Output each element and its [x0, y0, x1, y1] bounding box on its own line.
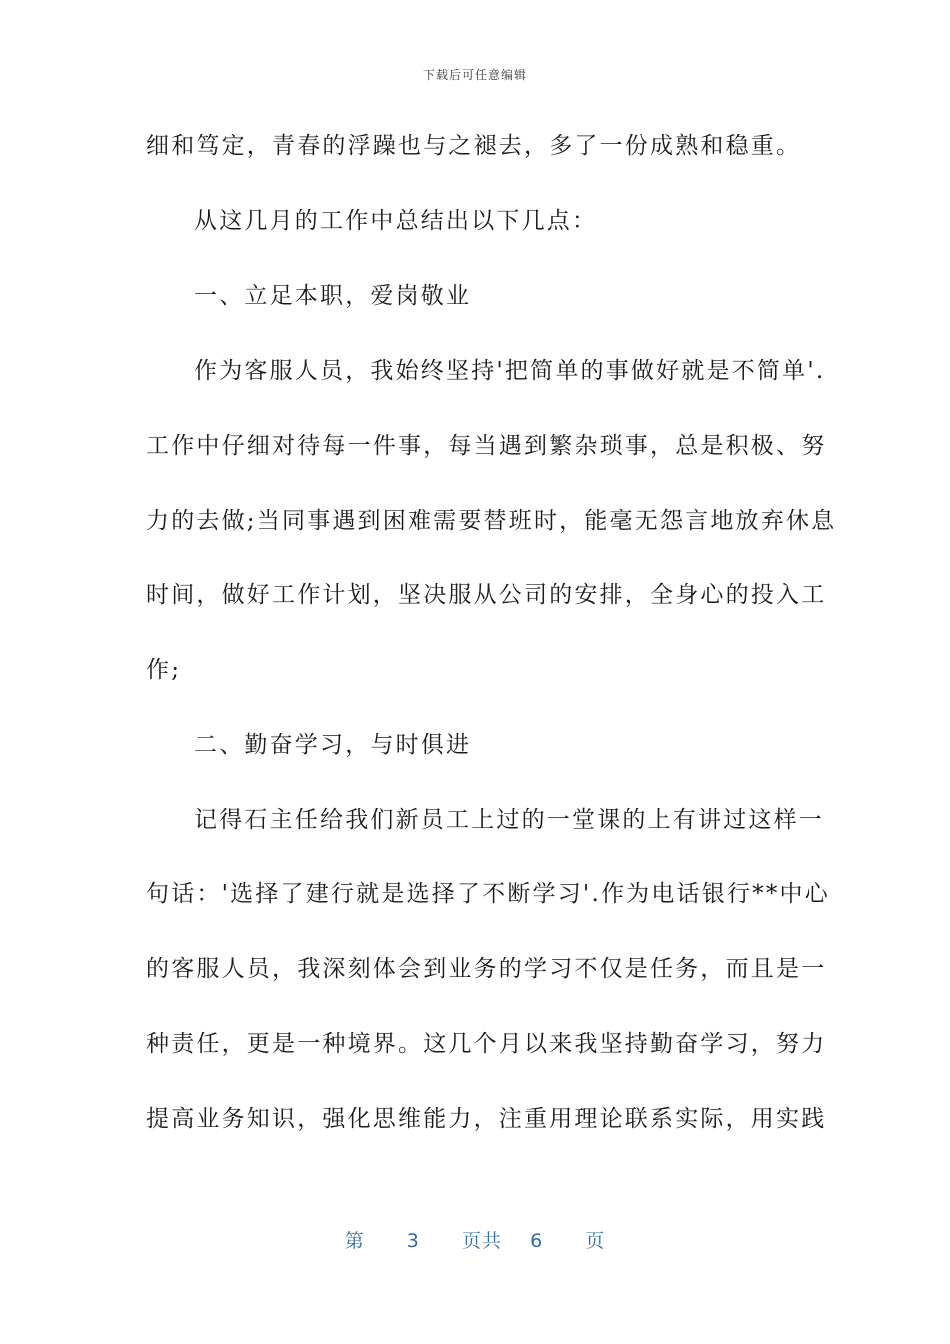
section-heading: 二、勤奋学习，与时俱进 — [194, 732, 472, 758]
text-line: 力的去做;当同事遇到困难需要替班时，能毫无怨言地放弃休息 — [146, 508, 837, 534]
text-line: 种责任，更是一种境界。这几个月以来我坚持勤奋学习，努力 — [146, 1031, 827, 1057]
text-line: 的客服人员，我深刻体会到业务的学习不仅是任务，而且是一 — [146, 956, 827, 982]
text-line: 句话：'选择了建行就是选择了不断学习'.作为电话银行**中心 — [146, 881, 830, 907]
total-pages-number: 6 — [530, 1230, 544, 1252]
footer-middle: 页共 — [461, 1230, 502, 1252]
text-line: 细和笃定，青春的浮躁也与之褪去，多了一份成熟和稳重。 — [146, 133, 802, 159]
header-note: 下载后可任意编辑 — [422, 68, 527, 82]
footer-prefix: 第 — [344, 1230, 365, 1252]
footer-suffix: 页 — [585, 1230, 606, 1252]
text-line: 工作中仔细对待每一件事，每当遇到繁杂琐事，总是积极、努 — [146, 433, 827, 459]
current-page-number: 3 — [406, 1230, 420, 1252]
section-heading: 一、立足本职，爱岗敬业 — [194, 283, 472, 309]
text-line: 作为客服人员，我始终坚持'把简单的事做好就是不简单'. — [194, 358, 826, 384]
text-line: 记得石主任给我们新员工上过的一堂课的上有讲过这样一 — [194, 807, 824, 833]
text-line: 提高业务知识，强化思维能力，注重用理论联系实际，用实践 — [146, 1106, 827, 1132]
text-line: 作; — [146, 657, 182, 683]
text-line: 从这几月的工作中总结出以下几点： — [194, 208, 598, 234]
text-line: 时间，做好工作计划，坚决服从公司的安排，全身心的投入工 — [146, 582, 827, 608]
page-footer — [0, 1226, 950, 1253]
